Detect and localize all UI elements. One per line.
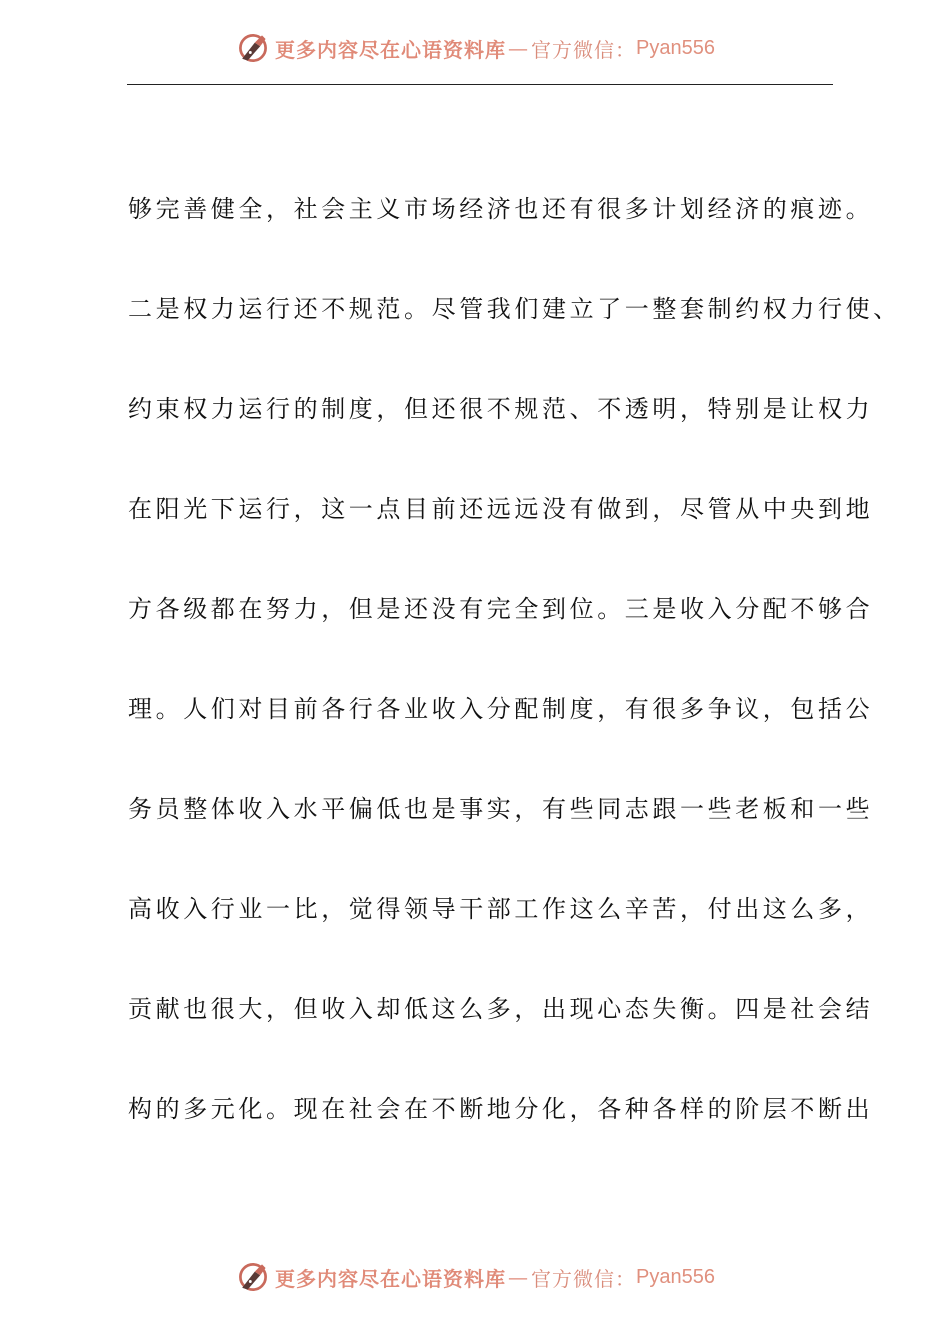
- wechat-label: 官方微信：: [531, 1266, 637, 1291]
- document-body: [128, 183, 901, 1183]
- text-line: 约束权力运行的制度，但还很不规范、不透明，特别是让权力: [128, 395, 874, 423]
- wechat-id: Pyan556: [636, 36, 715, 59]
- site-name: 更多内容尽在心语资料库: [275, 1266, 507, 1291]
- wechat-id: Pyan556: [636, 1265, 715, 1288]
- footer-text: [275, 1263, 715, 1292]
- text-line: 务员整体收入水平偏低也是事实，有些同志跟一些老板和一些: [128, 795, 874, 823]
- text-line: 够完善健全，社会主义市场经济也还有很多计划经济的痕迹。: [128, 195, 874, 223]
- wechat-label: 官方微信：: [531, 37, 637, 62]
- text-line: 二是权力运行还不规范。尽管我们建立了一整套制约权力行使、: [128, 295, 901, 323]
- text-line: 在阳光下运行，这一点目前还远远没有做到，尽管从中央到地: [128, 495, 874, 523]
- pen-nib-logo-icon: [235, 30, 271, 66]
- header-divider: [127, 84, 833, 85]
- footer-banner: [0, 1257, 950, 1297]
- text-line: 构的多元化。现在社会在不断地分化，各种各样的阶层不断出: [128, 1095, 874, 1123]
- header-banner: [0, 28, 950, 68]
- separator-dash: —: [508, 1265, 530, 1289]
- text-line: 高收入行业一比，觉得领导干部工作这么辛苦，付出这么多，: [128, 895, 874, 923]
- text-line: 理。人们对目前各行各业收入分配制度，有很多争议，包括公: [128, 695, 874, 723]
- site-name: 更多内容尽在心语资料库: [275, 37, 507, 62]
- header-text: [275, 34, 715, 63]
- text-line: 方各级都在努力，但是还没有完全到位。三是收入分配不够合: [128, 595, 874, 623]
- text-line: 贡献也很大，但收入却低这么多，出现心态失衡。四是社会结: [128, 995, 874, 1023]
- pen-nib-logo-icon: [235, 1259, 271, 1295]
- separator-dash: —: [508, 36, 530, 60]
